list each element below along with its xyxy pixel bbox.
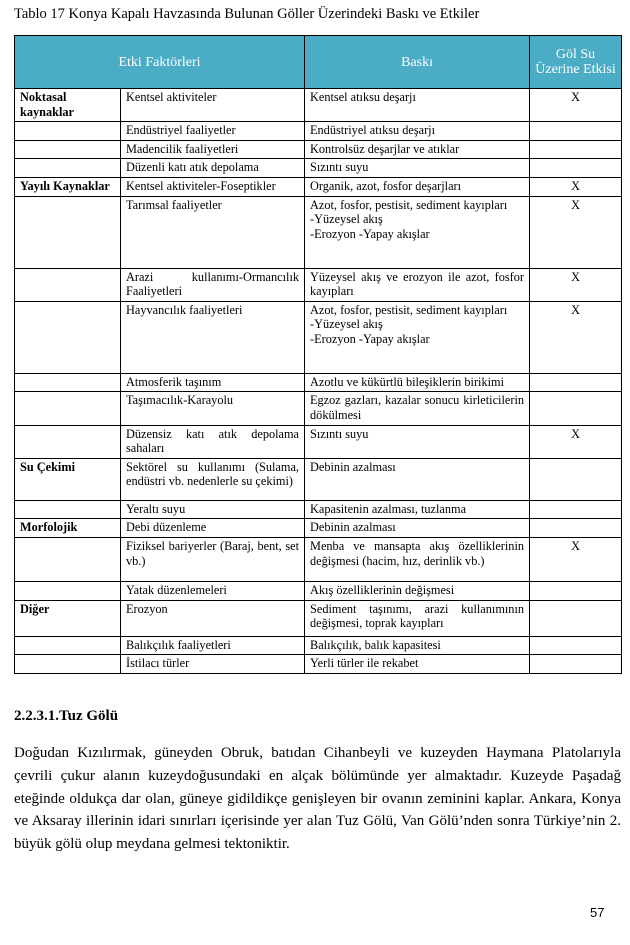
table-header-row — [15, 36, 622, 89]
effect-cell — [530, 159, 622, 178]
table-row — [15, 500, 622, 519]
pressure-cell: Kapasitenin azalması, tuzlanma — [305, 500, 530, 519]
effect-cell — [530, 600, 622, 636]
pressure-cell: Kentsel atıksu deşarjı — [305, 89, 530, 122]
pressure-cell: Egzoz gazları, kazalar sonucu kirleticilerin dökülmesi — [305, 392, 530, 425]
factor-cell: Madencilik faaliyetleri — [121, 140, 305, 159]
factor-cell: Tarımsal faaliyetler — [121, 196, 305, 268]
factor-cell: Taşımacılık-Karayolu — [121, 392, 305, 425]
factor-cell: Yatak düzenlemeleri — [121, 581, 305, 600]
factor-cell: Düzensiz katı atık depolama sahaları — [121, 425, 305, 458]
pressure-cell: Menba ve mansapta akış özelliklerinin değişmesi (hacim, hız, derinlik vb.) — [305, 537, 530, 581]
pressure-cell: Azotlu ve kükürtlü bileşiklerin birikimi — [305, 373, 530, 392]
category-noktasal: Noktasal kaynaklar — [15, 89, 121, 122]
category-su-cekimi: Su Çekimi — [15, 458, 121, 500]
effect-cell — [530, 500, 622, 519]
table-row — [15, 519, 622, 538]
effect-cell — [530, 140, 622, 159]
effect-cell — [530, 581, 622, 600]
category-cell — [15, 500, 121, 519]
category-cell — [15, 196, 121, 268]
table-row — [15, 425, 622, 458]
table-row — [15, 537, 622, 581]
factor-cell: Arazi kullanımı-Ormancılık Faaliyetleri — [121, 268, 305, 301]
category-cell — [15, 159, 121, 178]
table-row — [15, 159, 622, 178]
factor-cell: Kentsel aktiviteler-Foseptikler — [121, 177, 305, 196]
pressure-cell: Debinin azalması — [305, 519, 530, 538]
section-heading: 2.2.3.1.Tuz Gölü — [14, 708, 119, 724]
table-row — [15, 140, 622, 159]
category-cell — [15, 655, 121, 674]
category-cell — [15, 268, 121, 301]
table-row — [15, 268, 622, 301]
header-pressure: Baskı — [305, 36, 530, 89]
factor-cell: Debi düzenleme — [121, 519, 305, 538]
effect-cell: X — [530, 268, 622, 301]
pressure-cell: Sediment taşınımı, arazi kullanımının değişmesi, toprak kayıpları — [305, 600, 530, 636]
factor-cell: Atmosferik taşınım — [121, 373, 305, 392]
pressure-cell: Azot, fosfor, pestisit, sediment kayıpları -Yüzeysel akış -Erozyon -Yapay akışlar — [305, 196, 530, 268]
factor-cell: Kentsel aktiviteler — [121, 89, 305, 122]
factor-cell: Erozyon — [121, 600, 305, 636]
table-row — [15, 301, 622, 373]
category-yayili: Yayılı Kaynaklar — [15, 177, 121, 196]
effect-cell — [530, 519, 622, 538]
effect-cell — [530, 458, 622, 500]
effect-cell: X — [530, 196, 622, 268]
factor-cell: Yeraltı suyu — [121, 500, 305, 519]
header-impact-factors: Etki Faktörleri — [15, 36, 305, 89]
effect-cell — [530, 373, 622, 392]
effect-cell — [530, 636, 622, 655]
category-cell — [15, 122, 121, 141]
category-diger: Diğer — [15, 600, 121, 636]
table-row — [15, 458, 622, 500]
category-cell — [15, 373, 121, 392]
factor-cell: Fiziksel bariyerler (Baraj, bent, set vb.) — [121, 537, 305, 581]
effect-cell: X — [530, 177, 622, 196]
effect-cell: X — [530, 425, 622, 458]
effect-cell: X — [530, 89, 622, 122]
pressure-cell: Organik, azot, fosfor deşarjları — [305, 177, 530, 196]
effect-cell — [530, 392, 622, 425]
pressure-cell: Sızıntı suyu — [305, 159, 530, 178]
category-cell — [15, 140, 121, 159]
category-cell — [15, 392, 121, 425]
pressure-cell: Debinin azalması — [305, 458, 530, 500]
pressure-cell: Yerli türler ile rekabet — [305, 655, 530, 674]
category-cell — [15, 425, 121, 458]
factor-cell: Düzenli katı atık depolama — [121, 159, 305, 178]
header-lake-effect: Göl Su Üzerine Etkisi — [530, 36, 622, 89]
page-number: 57 — [590, 905, 605, 920]
effect-cell — [530, 122, 622, 141]
impact-table — [14, 35, 622, 674]
table-row — [15, 600, 622, 636]
table-row — [15, 655, 622, 674]
factor-cell: Endüstriyel faaliyetler — [121, 122, 305, 141]
factor-cell: Balıkçılık faaliyetleri — [121, 636, 305, 655]
category-cell — [15, 581, 121, 600]
table-caption: Tablo 17 Konya Kapalı Havzasında Bulunan Göller Üzerindeki Baskı ve Etkiler — [14, 6, 480, 22]
table-row — [15, 581, 622, 600]
table-row — [15, 89, 622, 122]
category-cell — [15, 301, 121, 373]
table-row — [15, 373, 622, 392]
effect-cell — [530, 655, 622, 674]
pressure-cell: Balıkçılık, balık kapasitesi — [305, 636, 530, 655]
pressure-cell: Akış özelliklerinin değişmesi — [305, 581, 530, 600]
table-row — [15, 636, 622, 655]
factor-cell: Hayvancılık faaliyetleri — [121, 301, 305, 373]
pressure-cell: Azot, fosfor, pestisit, sediment kayıpları -Yüzeysel akış -Erozyon -Yapay akışlar — [305, 301, 530, 373]
factor-cell: İstilacı türler — [121, 655, 305, 674]
pressure-cell: Endüstriyel atıksu deşarjı — [305, 122, 530, 141]
table-row — [15, 122, 622, 141]
effect-cell: X — [530, 301, 622, 373]
pressure-cell: Kontrolsüz deşarjlar ve atıklar — [305, 140, 530, 159]
effect-cell: X — [530, 537, 622, 581]
factor-cell: Sektörel su kullanımı (Sulama, endüstri vb. nedenlerle su çekimi) — [121, 458, 305, 500]
table-row — [15, 196, 622, 268]
table-row — [15, 177, 622, 196]
pressure-cell: Sızıntı suyu — [305, 425, 530, 458]
table-row — [15, 392, 622, 425]
body-paragraph: Doğudan Kızılırmak, güneyden Obruk, batıdan Cihanbeyli ve kuzeyden Haymana Platolarıyla çevrili çukur alanın kuzeydoğusundaki en alçak bölümünde yer almaktadır. Kuzeyde Paşadağ eteğinde oldukça dar olan, güneye gidildikçe genişleyen bir ovanın zeminini kaplar. Ankara, Konya ve Aksaray illerinin idari sınırları içerisinde yer alan Tuz Gölü, Van Gölü’nden sonra Türkiye’nin 2. büyük gölü olup meydana gelmesi tektoniktir. — [14, 745, 621, 853]
category-cell — [15, 537, 121, 581]
category-morfolojik: Morfolojik — [15, 519, 121, 538]
category-cell — [15, 636, 121, 655]
pressure-cell: Yüzeysel akış ve erozyon ile azot, fosfor kayıpları — [305, 268, 530, 301]
